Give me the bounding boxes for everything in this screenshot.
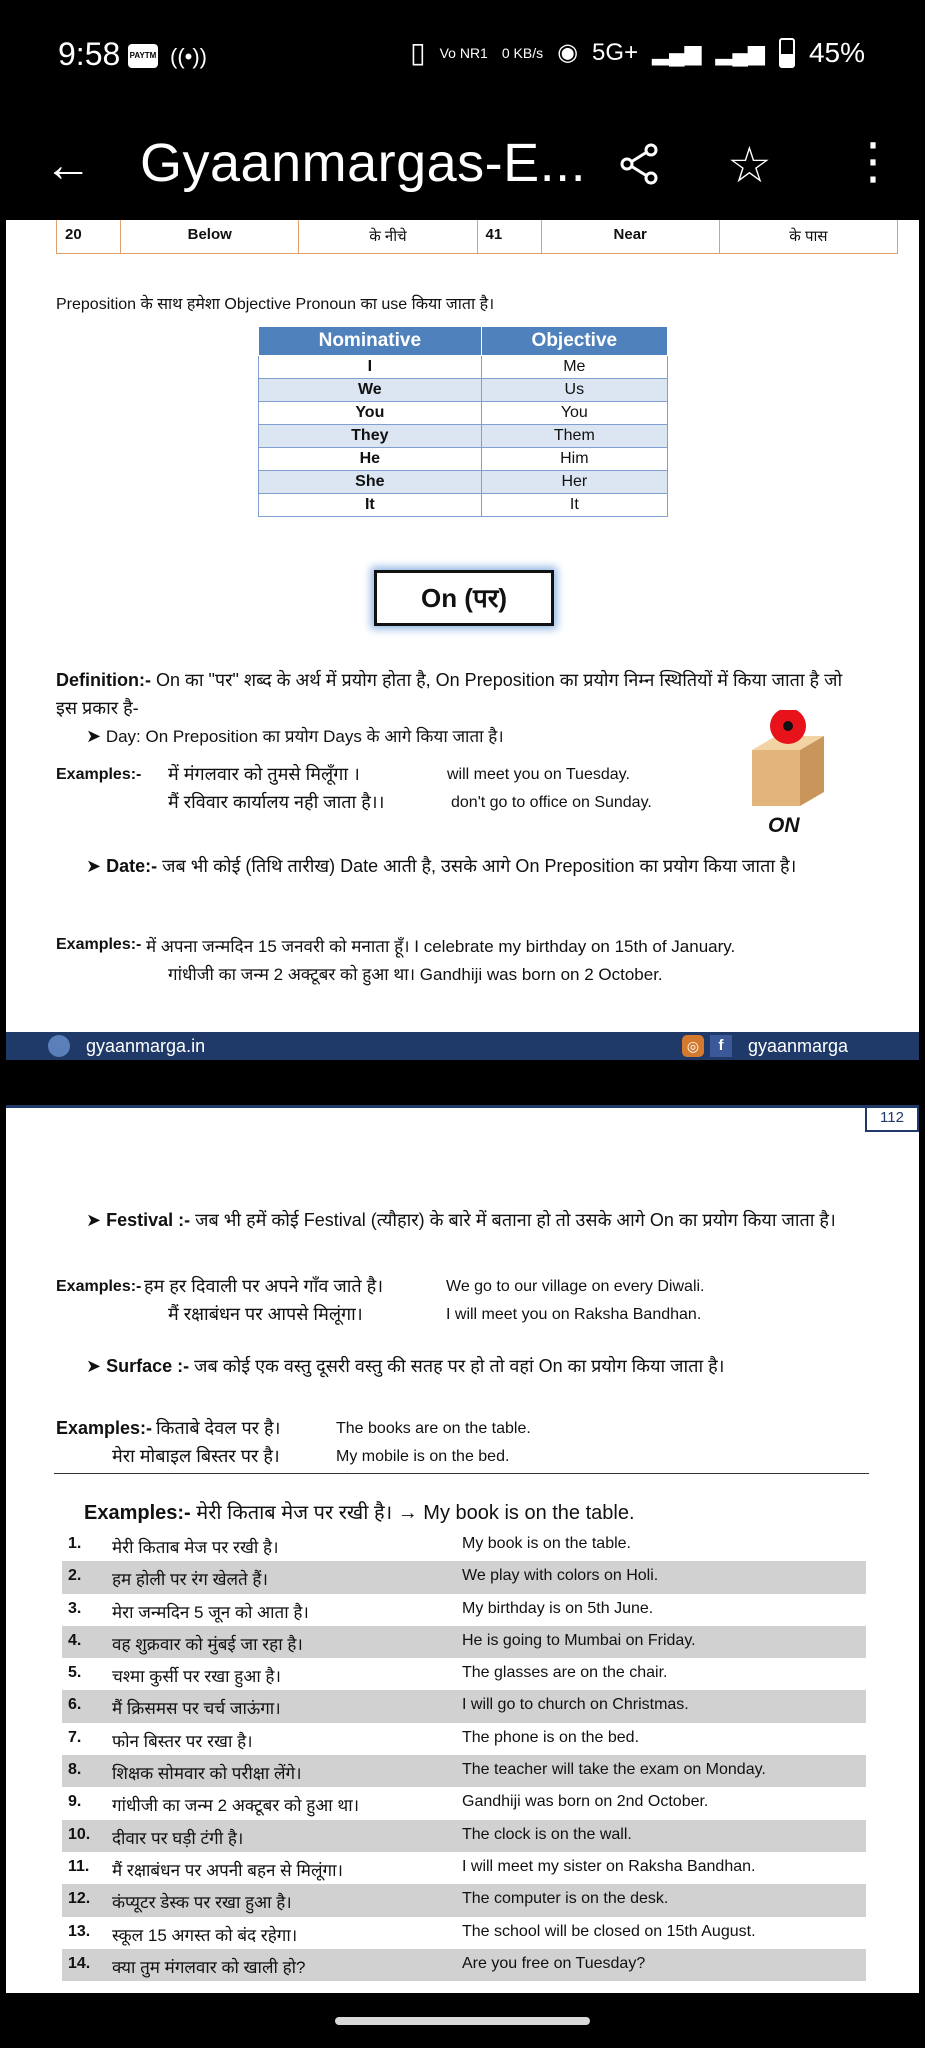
- app-bar: [0, 110, 925, 220]
- date-rule-text: जब भी कोई (तिथि तारीख) Date आती है, उसके आगे On Preposition का प्रयोग किया जाता है।: [157, 856, 797, 876]
- table-row: [56, 220, 898, 254]
- item-hindi: चश्मा कुर्सी पर रखा हुआ है।: [112, 1667, 281, 1687]
- festival-rule-text: जब भी हमें कोई Festival (त्यौहार) के बारे में बताना हो तो उसके आगे On का प्रयोग किया जाता है।: [190, 1210, 836, 1230]
- status-bar: [0, 0, 925, 110]
- table-cell: Below: [121, 220, 299, 253]
- item-hindi: हम होली पर रंग खेलते हैं।: [112, 1570, 268, 1590]
- item-hindi: मैं क्रिसमस पर चर्च जाऊंगा।: [112, 1699, 281, 1719]
- examples-list: [62, 1529, 866, 1981]
- item-hindi: गांधीजी का जन्म 2 अक्टूबर को हुआ था।: [112, 1796, 360, 1816]
- gesture-nav-bar: [0, 1993, 925, 2048]
- table-cell: Us: [481, 379, 667, 402]
- example-hindi: मैं रविवार कार्यालय नही जाता है।।: [168, 792, 385, 812]
- bullet-arrow-icon: ➤: [86, 726, 102, 746]
- item-hindi: मैं रक्षाबंधन पर अपनी बहन से मिलूंगा।: [112, 1860, 343, 1880]
- example-english: My mobile is on the bed.: [336, 1448, 510, 1465]
- item-number: 9.: [68, 1793, 82, 1811]
- item-english: The clock is on the wall.: [462, 1825, 632, 1843]
- surface-label: Surface :-: [106, 1356, 190, 1376]
- item-hindi: फोन बिस्तर पर रखा है।: [112, 1731, 253, 1751]
- wifi-icon: ◉: [557, 39, 579, 66]
- document-title: Gyaanmargas-E...: [140, 133, 587, 193]
- table-cell: We: [259, 379, 482, 402]
- table-row: [259, 425, 668, 448]
- example-english: I will meet you on Raksha Bandhan.: [446, 1306, 702, 1323]
- signal-icon-2: ▂▄▆: [715, 39, 765, 65]
- item-hindi: शिक्षक सोमवार को परीक्षा लेंगे।: [112, 1764, 302, 1784]
- definition-text-2: इस प्रकार है-: [56, 698, 139, 718]
- table-row: [259, 471, 668, 494]
- table-cell: के पास: [789, 228, 828, 245]
- network-speed: 0 KB/s: [501, 44, 544, 61]
- more-options-icon[interactable]: ⋮: [848, 133, 898, 189]
- table-cell: They: [259, 425, 482, 448]
- ball-on-box-illustration: [748, 710, 828, 810]
- item-number: 13.: [68, 1922, 91, 1940]
- table-cell: Her: [481, 471, 667, 494]
- item-english: He is going to Mumbai on Friday.: [462, 1631, 696, 1649]
- battery-percent: 45%: [808, 36, 865, 68]
- bullet-arrow-icon: ➤: [86, 1210, 102, 1230]
- example-hindi: मैं रक्षाबंधन पर आपसे मिलूंगा।: [168, 1304, 363, 1324]
- table-row: [259, 379, 668, 402]
- day-rule-text: Day: On Preposition का प्रयोग Days के आगे किया जाता है।: [105, 727, 504, 746]
- item-number: 4.: [68, 1631, 82, 1649]
- item-hindi: स्कूल 15 अगस्त को बंद रहेगा।: [112, 1925, 298, 1945]
- table-row: [259, 448, 668, 471]
- day-rule: [86, 724, 504, 747]
- footer-social: gyaanmarga: [748, 1036, 849, 1056]
- example-english: The books are on the table.: [336, 1420, 531, 1437]
- item-number: 1.: [68, 1535, 82, 1552]
- list-item: [62, 1626, 866, 1658]
- item-number: 10.: [68, 1825, 91, 1843]
- date-example: में अपना जन्मदिन 15 जनवरी को मनाता हूँ। I celebrate my birthday on 15th of January.: [146, 937, 736, 956]
- examples-label: Examples:-: [56, 1418, 153, 1438]
- item-number: 14.: [68, 1954, 91, 1972]
- date-rule: [86, 854, 796, 878]
- home-gesture-handle[interactable]: [335, 2017, 590, 2025]
- item-english: The phone is on the bed.: [462, 1728, 640, 1746]
- item-number: 6.: [68, 1696, 82, 1714]
- vibrate-icon: ▯: [410, 37, 426, 68]
- pdf-page-2: [6, 1105, 919, 1996]
- share-icon[interactable]: [615, 140, 663, 199]
- item-hindi: मेरी किताब मेज पर रखी है।: [112, 1538, 279, 1557]
- item-english: Gandhiji was born on 2nd October.: [462, 1793, 709, 1811]
- item-hindi: वह शुक्रवार को मुंबई जा रहा है।: [112, 1634, 303, 1654]
- list-item: [62, 1529, 866, 1561]
- example-english: We go to our village on every Diwali.: [446, 1278, 705, 1295]
- star-icon[interactable]: ☆: [727, 137, 772, 193]
- pdf-page-1: [6, 220, 919, 1060]
- item-number: 7.: [68, 1728, 82, 1746]
- festival-label: Festival :-: [106, 1210, 191, 1230]
- table-cell: 41: [478, 220, 542, 253]
- date-example: गांधीजी का जन्म 2 अक्टूबर को हुआ था। Gandhiji was born on 2 October.: [168, 965, 663, 984]
- item-english: My book is on the table.: [462, 1535, 631, 1552]
- item-hindi: मेरा जन्मदिन 5 जून को आता है।: [112, 1602, 309, 1622]
- examples-label: Examples:-: [56, 1278, 142, 1295]
- item-hindi: दीवार पर घड़ी टंगी है।: [112, 1828, 244, 1848]
- item-english: The computer is on the desk.: [462, 1890, 669, 1908]
- table-cell: के नीचे: [299, 220, 477, 253]
- bullet-arrow-icon: ➤: [86, 856, 102, 876]
- item-english: The school will be closed on 15th August.: [462, 1922, 756, 1940]
- table-cell: It: [259, 494, 482, 517]
- globe-icon: [48, 1035, 70, 1057]
- table-cell: You: [259, 402, 482, 425]
- definition-label: Definition:-: [56, 670, 151, 690]
- facebook-icon: f: [710, 1035, 732, 1057]
- example-hindi: किताबे देवल पर है।: [156, 1418, 281, 1438]
- list-item: [62, 1723, 866, 1755]
- definition-text: On का "पर" शब्द के अर्थ में प्रयोग होता है, On Preposition का प्रयोग निम्न स्थितियों में किया जाता है जो: [150, 670, 843, 690]
- list-item: [62, 1917, 866, 1949]
- signal-icon: ▂▄▆: [652, 39, 702, 65]
- item-english: The glasses are on the chair.: [462, 1664, 668, 1682]
- item-number: 3.: [68, 1599, 82, 1617]
- item-english: The teacher will take the exam on Monday.: [462, 1761, 766, 1779]
- item-number: 2.: [68, 1567, 82, 1585]
- table-cell: It: [481, 494, 667, 517]
- table-cell: Them: [481, 425, 667, 448]
- date-label: Date:-: [106, 856, 158, 876]
- table-cell: Him: [481, 448, 667, 471]
- table-header: Objective: [481, 327, 667, 356]
- table-header: Nominative: [259, 327, 482, 356]
- paytm-icon: PAYTM: [128, 44, 158, 68]
- battery-icon: [779, 38, 795, 68]
- list-item: [62, 1949, 866, 1981]
- list-item: [62, 1884, 866, 1916]
- examples-heading: [84, 1498, 635, 1525]
- table-row: [259, 494, 668, 517]
- table-cell: You: [481, 402, 667, 425]
- status-time: 9:58: [58, 36, 121, 72]
- list-item: [62, 1755, 866, 1787]
- pronoun-table: [258, 326, 668, 517]
- divider: [54, 1473, 869, 1474]
- item-english: I will go to church on Christmas.: [462, 1696, 689, 1714]
- item-hindi: कंप्यूटर डेस्क पर रखा हुआ है।: [112, 1893, 292, 1913]
- page-footer: [6, 1032, 919, 1060]
- item-hindi: क्या तुम मंगलवार को खाली हो?: [112, 1957, 306, 1977]
- footer-site: gyaanmarga.in: [86, 1036, 206, 1056]
- item-number: 5.: [68, 1664, 82, 1682]
- table-cell: Me: [481, 356, 667, 379]
- page-number: 112: [865, 1108, 919, 1132]
- hotspot-icon: ((•)): [170, 44, 208, 69]
- table-cell: Near: [542, 220, 720, 253]
- section-heading-on: On (पर): [374, 570, 554, 626]
- back-arrow-icon[interactable]: ←: [44, 139, 92, 192]
- item-number: 8.: [68, 1761, 82, 1779]
- list-item: [62, 1852, 866, 1884]
- item-english: We play with colors on Holi.: [462, 1567, 659, 1585]
- item-english: My birthday is on 5th June.: [462, 1599, 654, 1617]
- table-cell: I: [259, 356, 482, 379]
- instagram-icon: ◎: [682, 1035, 704, 1057]
- item-english: I will meet my sister on Raksha Bandhan.: [462, 1857, 756, 1875]
- example-hindi: मेरा मोबाइल बिस्तर पर है।: [112, 1446, 280, 1466]
- festival-rule: [86, 1208, 836, 1232]
- example-english: will meet you on Tuesday.: [447, 766, 630, 783]
- on-caption: ON: [768, 814, 800, 837]
- example-hindi: में मंगलवार को तुमसे मिलूँगा ।: [168, 764, 360, 784]
- table-cell: She: [259, 471, 482, 494]
- list-item: [62, 1787, 866, 1819]
- examples-label: Examples:-: [56, 766, 142, 783]
- examples-label: Examples:-: [56, 936, 142, 953]
- examples-label: Examples:-: [84, 1502, 191, 1524]
- item-english: Are you free on Tuesday?: [462, 1954, 646, 1972]
- list-item: [62, 1561, 866, 1593]
- definition: [56, 668, 842, 692]
- item-number: 12.: [68, 1890, 91, 1908]
- table-cell: 20: [57, 220, 121, 253]
- bullet-arrow-icon: ➤: [86, 1356, 102, 1376]
- list-item: [62, 1658, 866, 1690]
- pronoun-note: Preposition के साथ हमेशा Objective Pronoun का use किया जाता है।: [56, 296, 495, 313]
- example-english: don't go to office on Sunday.: [451, 794, 652, 811]
- item-number: 11.: [68, 1857, 90, 1875]
- volte-label: Vo NR1: [439, 44, 488, 61]
- network-type: 5G+: [592, 38, 639, 66]
- list-item: [62, 1690, 866, 1722]
- surface-rule-text: जब कोई एक वस्तु दूसरी वस्तु की सतह पर हो तो वहां On का प्रयोग किया जाता है।: [189, 1356, 725, 1376]
- surface-rule: [86, 1354, 725, 1378]
- table-row: [259, 402, 668, 425]
- example-hindi: हम हर दिवाली पर अपने गाँव जाते है।: [144, 1276, 384, 1296]
- list-item: [62, 1820, 866, 1852]
- examples-heading-text: मेरी किताब मेज पर रखी है। → My book is on the table.: [196, 1502, 635, 1524]
- status-icons: [410, 36, 865, 69]
- list-item: [62, 1594, 866, 1626]
- table-row: [259, 356, 668, 379]
- table-cell: He: [259, 448, 482, 471]
